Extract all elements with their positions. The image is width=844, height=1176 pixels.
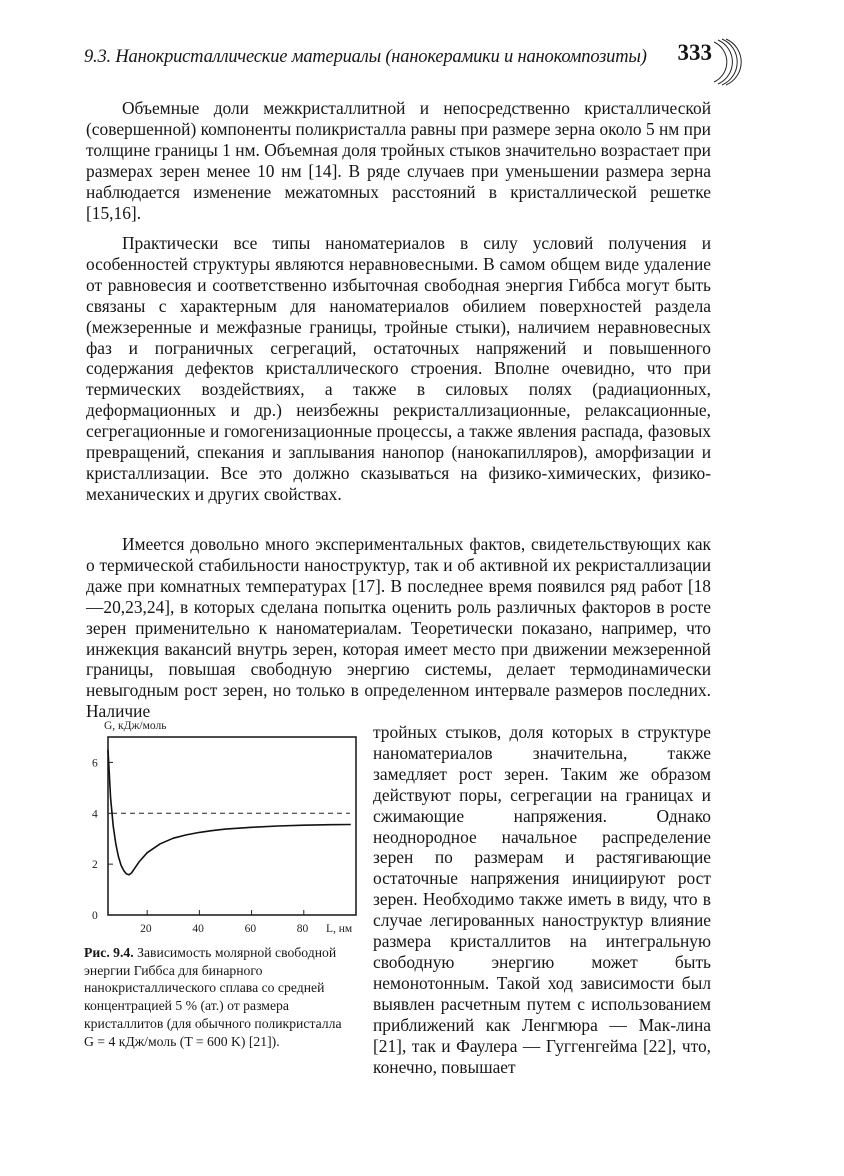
gibbs-energy-curve [108, 750, 351, 875]
gibbs-energy-chart [84, 715, 364, 955]
x-tick-label-60: 60 [244, 923, 257, 935]
page-number-ornament [708, 38, 748, 86]
paragraph-3-continuation: тройных стыков, доля которых в структуре наноматериалов значительна, также замедляет рост зерен. Таким же образом действуют поры, сегрегации на границах и сжимающие напряжения. Однако неоднородное начальное распределение зерен по размерам и растягивающие остаточные напряжения инициируют рост зерен. Необходимо также иметь в виду, что в случае легированных наноструктур влияние размера кристаллитов на интегральную свободную энергию может быть немонотонным. Такой ход зависимости был выявлен расчетным путем с использованием приближений как Ленгмюра — Мак-лина [21], так и Фаулера — Гуггенгейма [22], что, конечно, повышает [373, 722, 711, 1077]
y-tick-label-0: 0 [92, 910, 98, 922]
figure-caption-text: Зависимость молярной свободной энергии Гиббса для бинарного нанокристаллического сплава со средней концентрацией 5 % (ат.) от размера кристаллитов (для обычного поликристалла G = 4 кДж/моль (T = 600 K) [21]). [84, 945, 342, 1049]
y-tick-label-4: 4 [92, 808, 98, 821]
paragraph-1: Объемные доли межкристаллитной и непосредственно кристаллической (совершенной) компоненты поликристалла равны при размере зерна около 5 нм при толщине границы 1 нм. Объемная доля тройных стыков значительно возрастает при размерах зерен менее 10 нм [14]. В ряде случаев при уменьшении размера зерна наблюдается изменение межатомных расстояний в кристаллической решетке [15,16]. [86, 98, 711, 223]
page-header [84, 38, 748, 82]
running-title: 9.3. Нанокристаллические материалы (нанокерамики и нанокомпозиты) [84, 47, 647, 67]
page-number: 333 [677, 40, 712, 65]
y-tick-label-2: 2 [92, 859, 98, 872]
x-tick-label-80: 80 [296, 923, 309, 935]
x-tick-label-20: 20 [140, 923, 152, 935]
y-tick-label-6: 6 [92, 757, 98, 770]
figure-caption [84, 944, 354, 1050]
x-tick-label-40: 40 [192, 923, 204, 935]
figure-caption-label: Рис. 9.4. [84, 945, 134, 960]
paragraph-2: Практически все типы наноматериалов в силу условий получения и особенностей структуры являются неравновесными. В самом общем виде удаление от равновесия и соответственно избыточная свободная энергия Гиббса могут быть связаны с характерным для наноматериалов обилием поверхностей раздела (межзеренные и межфазные границы, тройные стыки), наличием неравновесных фаз и пограничных сегрегаций, остаточных напряжений и повышенного содержания дефектов кристаллического строения. Вполне очевидно, что при термических воздействиях, а также в силовых полях (радиационных, деформационных и др.) неизбежны рекристаллизационные, релаксационные, сегрегационные и гомогенизационные процессы, а также явления распада, фазовых превращений, спекания и заплывания нанопор (нанокапилляров), аморфизации и кристаллизации. Все это должно сказываться на физико-химических, физико-механических и других свойствах. [86, 233, 711, 504]
y-axis-label: G, кДж/моль [104, 720, 167, 732]
figure-9-4 [84, 715, 364, 955]
paragraph-3: Имеется довольно много экспериментальных фактов, свидетельствующих как о термической стабильности наноструктур, так и об активной их рекристаллизации даже при комнатных температурах [17]. В последнее время появился ряд работ [18—20,23,24], в которых сделана попытка оценить роль различных факторов в росте зерен применительно к наноматериалам. Теоретически показано, например, что инжекция вакансий внутрь зерен, которая имеет место при движении межзеренной границы, повышая свободную энергию системы, делает термодинамически невыгодным рост зерен, но только в определенном интервале размеров последних. Наличие [86, 534, 711, 722]
plot-frame [108, 737, 356, 915]
x-axis-label: L, нм [326, 923, 353, 935]
